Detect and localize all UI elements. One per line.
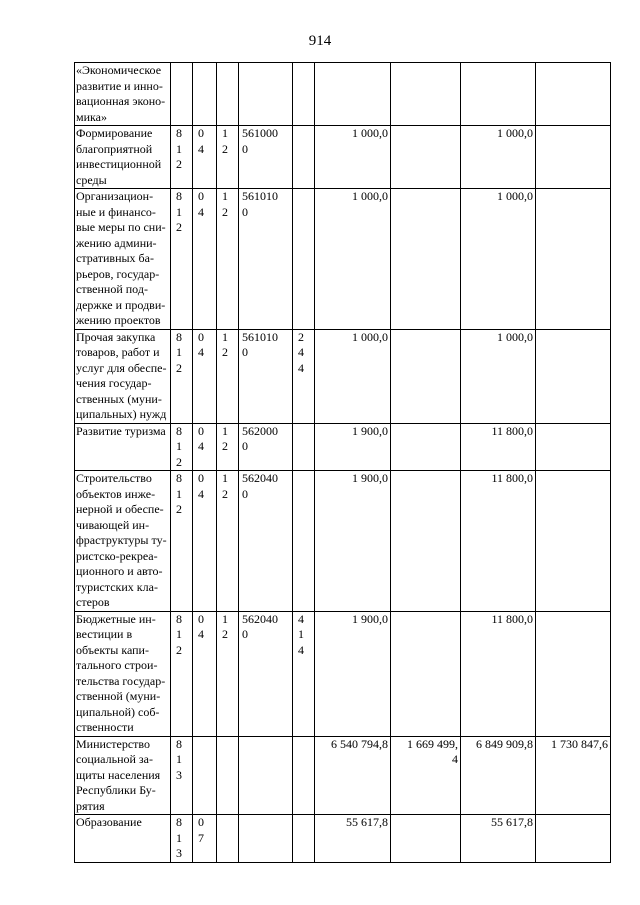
amount-4: [536, 189, 611, 330]
row-name: Министерство социальной за- щиты населения Республики Бу- рятия: [75, 736, 171, 815]
subsection-code: 0 4: [193, 423, 217, 471]
row-name: Развитие туризма: [75, 423, 171, 471]
target-article-code: 562040 0: [239, 611, 293, 736]
subsection-code: [193, 63, 217, 126]
target-article-code: 561010 0: [239, 329, 293, 423]
section-code: 8 1 2: [171, 126, 193, 189]
table-row: [75, 63, 611, 126]
amount-1: 1 900,0: [315, 611, 391, 736]
target-article-code: 561000 0: [239, 126, 293, 189]
amount-3: 1 000,0: [461, 189, 536, 330]
expense-type-code: [293, 126, 315, 189]
section-code: [171, 63, 193, 126]
row-name: «Экономическое развитие и инно- вационная эконо- мика»: [75, 63, 171, 126]
amount-4: [536, 126, 611, 189]
row-name: Прочая закупка товаров, работ и услуг для обеспе- чения государ- ственных (муни- ципальных) нужд: [75, 329, 171, 423]
target-article-code: [239, 815, 293, 863]
table-row: [75, 423, 611, 471]
expense-type-code: 4 1 4: [293, 611, 315, 736]
amount-2: [391, 63, 461, 126]
amount-2: [391, 423, 461, 471]
row-name: Строительство объектов инже- нерной и обеспе- чивающей ин- фраструктуры ту- ристско-рекреа- ционного и авто- туристских кла- стеров: [75, 471, 171, 612]
amount-4: [536, 611, 611, 736]
section-code: 8 1 3: [171, 736, 193, 815]
amount-4: [536, 471, 611, 612]
expense-type-code: [293, 736, 315, 815]
subsection-code: 0 4: [193, 611, 217, 736]
subsection-code: 0 4: [193, 126, 217, 189]
table-row: [75, 815, 611, 863]
ps-code: 1 2: [217, 611, 239, 736]
expense-type-code: [293, 189, 315, 330]
table-row: [75, 189, 611, 330]
amount-1: [315, 63, 391, 126]
section-code: 8 1 2: [171, 189, 193, 330]
expense-type-code: [293, 471, 315, 612]
amount-2: [391, 189, 461, 330]
table-row: [75, 329, 611, 423]
amount-4: [536, 815, 611, 863]
amount-4: [536, 423, 611, 471]
section-code: 8 1 2: [171, 329, 193, 423]
ps-code: 1 2: [217, 329, 239, 423]
amount-1: 6 540 794,8: [315, 736, 391, 815]
amount-2: [391, 329, 461, 423]
amount-2: [391, 815, 461, 863]
target-article-code: [239, 736, 293, 815]
expense-type-code: [293, 63, 315, 126]
budget-table: [74, 62, 611, 863]
row-name: Формирование благоприятной инвестиционной среды: [75, 126, 171, 189]
section-code: 8 1 2: [171, 611, 193, 736]
amount-1: 1 000,0: [315, 126, 391, 189]
amount-4: [536, 329, 611, 423]
target-article-code: [239, 63, 293, 126]
table-row: [75, 126, 611, 189]
amount-2: [391, 126, 461, 189]
amount-3: 11 800,0: [461, 611, 536, 736]
amount-2: [391, 471, 461, 612]
amount-4: 1 730 847,6: [536, 736, 611, 815]
amount-2: 1 669 499, 4: [391, 736, 461, 815]
amount-3: 6 849 909,8: [461, 736, 536, 815]
ps-code: 1 2: [217, 423, 239, 471]
target-article-code: 561010 0: [239, 189, 293, 330]
amount-1: 1 900,0: [315, 423, 391, 471]
table-row: [75, 611, 611, 736]
amount-3: 11 800,0: [461, 471, 536, 612]
subsection-code: [193, 736, 217, 815]
amount-3: 1 000,0: [461, 329, 536, 423]
subsection-code: 0 4: [193, 189, 217, 330]
section-code: 8 1 2: [171, 471, 193, 612]
expense-type-code: 2 4 4: [293, 329, 315, 423]
table-row: [75, 471, 611, 612]
amount-3: 11 800,0: [461, 423, 536, 471]
subsection-code: 0 7: [193, 815, 217, 863]
section-code: 8 1 3: [171, 815, 193, 863]
ps-code: [217, 63, 239, 126]
ps-code: 1 2: [217, 189, 239, 330]
amount-3: 55 617,8: [461, 815, 536, 863]
row-name: Бюджетные ин- вестиции в объекты капи- тального строи- тельства государ- ственной (муни- ципальной) соб- ственности: [75, 611, 171, 736]
amount-1: 1 000,0: [315, 189, 391, 330]
ps-code: [217, 815, 239, 863]
expense-type-code: [293, 423, 315, 471]
target-article-code: 562000 0: [239, 423, 293, 471]
table-row: [75, 736, 611, 815]
expense-type-code: [293, 815, 315, 863]
subsection-code: 0 4: [193, 471, 217, 612]
ps-code: [217, 736, 239, 815]
page-number: 914: [308, 33, 332, 49]
target-article-code: 562040 0: [239, 471, 293, 612]
ps-code: 1 2: [217, 471, 239, 612]
amount-2: [391, 611, 461, 736]
amount-3: 1 000,0: [461, 126, 536, 189]
row-name: Образование: [75, 815, 171, 863]
amount-1: 55 617,8: [315, 815, 391, 863]
subsection-code: 0 4: [193, 329, 217, 423]
ps-code: 1 2: [217, 126, 239, 189]
amount-3: [461, 63, 536, 126]
section-code: 8 1 2: [171, 423, 193, 471]
row-name: Организацион- ные и финансо- вые меры по сни- жению админи- стративных ба- рьеров, государ- ственной под- держке и продви- жению проектов: [75, 189, 171, 330]
amount-1: 1 900,0: [315, 471, 391, 612]
amount-1: 1 000,0: [315, 329, 391, 423]
amount-4: [536, 63, 611, 126]
